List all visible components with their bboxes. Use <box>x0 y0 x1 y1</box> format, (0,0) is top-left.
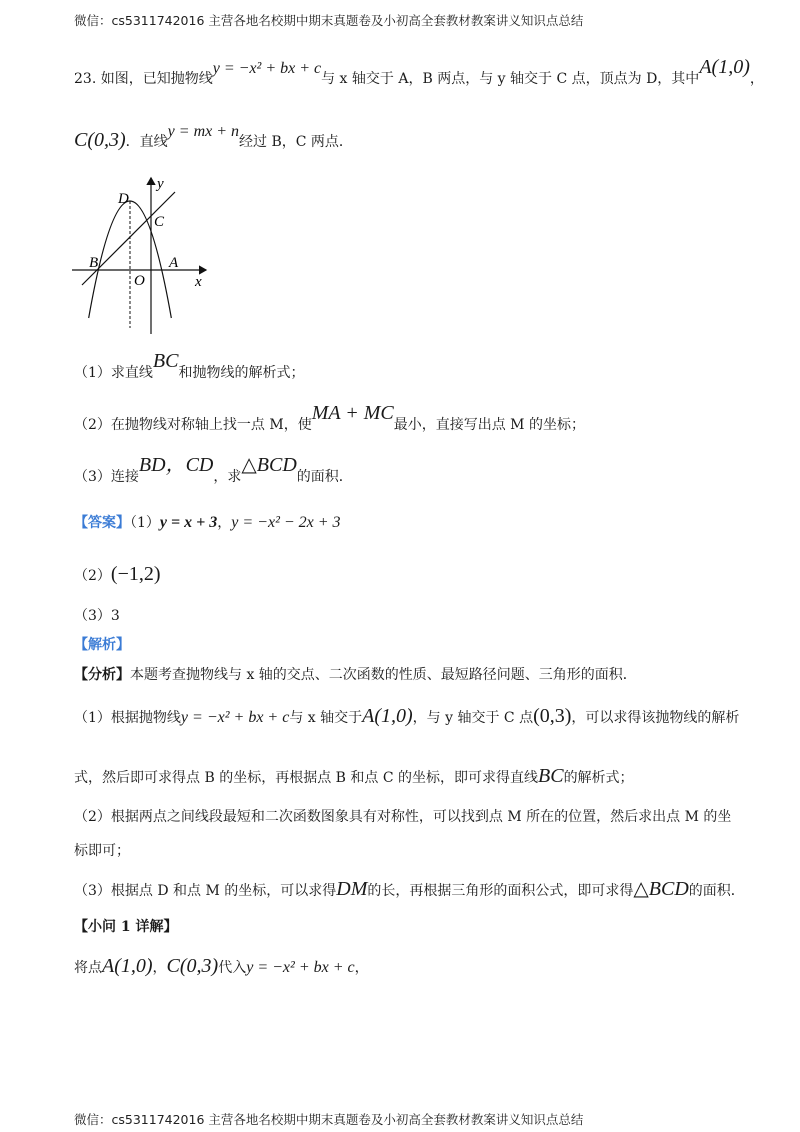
question-text: ．直线 <box>125 134 168 150</box>
part-2-suffix: 最小，直接写出点 M 的坐标； <box>393 417 585 433</box>
label-o: O <box>134 273 145 289</box>
label-x: x <box>195 274 202 290</box>
punct: ， <box>354 960 369 976</box>
answer-line-eq: y = x + 3 <box>159 514 218 531</box>
part-3-suffix: 的面积． <box>296 469 353 485</box>
text: 式，然后即可求得点 B 的坐标，再根据点 B 和点 C 的坐标，即可求得直线 <box>74 770 538 786</box>
text: 的解析式； <box>563 770 634 786</box>
text: （3）根据点 D 和点 M 的坐标，可以求得 <box>74 883 337 899</box>
analysis-tag: 【解析】 <box>74 637 130 653</box>
question-number: 23. 如图，已知抛物线 <box>74 71 213 87</box>
text: 的面积． <box>688 883 745 899</box>
punct: ， <box>152 960 167 976</box>
part-3-prefix: （3）连接 <box>74 469 139 485</box>
label-a: A <box>169 255 179 271</box>
label-b: B <box>89 255 99 271</box>
text: 与 x 轴交于 <box>289 710 363 726</box>
label-y: y <box>157 176 164 192</box>
part-1-prefix: （1）求直线 <box>74 365 153 381</box>
page-footer-watermark: 微信：cs5311742016 主营各地名校期中期末真题卷及小初高全套教材教案讲义知识点总结 <box>74 1112 584 1127</box>
analysis-step-2a <box>74 807 740 827</box>
label-d: D <box>118 191 129 207</box>
analysis-tag-line <box>74 635 740 655</box>
line-bc-label: BC <box>538 765 564 787</box>
parabola-figure <box>68 172 218 337</box>
point-a: A(1,0) <box>102 955 153 977</box>
answer-line-2 <box>74 564 740 586</box>
part-3 <box>74 454 740 487</box>
analysis-step-1a <box>74 706 740 728</box>
part-1-suffix: 和抛物线的解析式； <box>178 365 305 381</box>
point-c: C(0,3) <box>74 129 126 151</box>
punct: ， <box>749 71 764 87</box>
point-c-coords: (0,3) <box>533 705 572 727</box>
parabola-equation: y = −x² + bx + c <box>246 959 355 976</box>
answer-parabola-eq: y = −x² − 2x + 3 <box>231 514 341 531</box>
segment-dm: DM <box>336 878 368 900</box>
part-3-mid: ，求 <box>213 469 242 485</box>
punct: ， <box>217 515 232 531</box>
answer-2-prefix: （2） <box>74 568 111 584</box>
answer-3: （3）3 <box>74 608 120 624</box>
parabola-equation: y = −x² + bx + c <box>212 60 322 77</box>
fenxi-line <box>74 665 740 685</box>
analysis-step-1b <box>74 766 740 788</box>
text: 标即可； <box>74 843 130 859</box>
part-3-math: BD，CD <box>138 454 214 476</box>
point-c: C(0,3) <box>166 955 219 977</box>
text: 将点 <box>74 960 102 976</box>
analysis-step-3 <box>74 878 745 901</box>
page-header-watermark: 微信：cs5311742016 主营各地名校期中期末真题卷及小初高全套教材教案讲义知识点总结 <box>74 13 584 28</box>
answer-point-m: (−1,2) <box>110 563 161 585</box>
fenxi-tag: 【分析】 <box>74 667 130 683</box>
text: ，与 y 轴交于 C 点 <box>412 710 534 726</box>
part-2 <box>74 402 740 435</box>
detail-tag: 【小问 1 详解】 <box>74 919 178 935</box>
question-text: 与 x 轴交于 A，B 两点，与 y 轴交于 C 点，顶点为 D，其中 <box>321 71 700 87</box>
parabola-equation: y = −x² + bx + c <box>180 709 290 726</box>
text: （2）根据两点之间线段最短和二次函数图象具有对称性，可以找到点 M 所在的位置，然后求出点 M 的坐 <box>74 809 732 825</box>
fenxi-text: 本题考查抛物线与 x 轴的交点、二次函数的性质、最短路径问题、三角形的面积． <box>130 667 637 683</box>
point-a: A(1,0) <box>699 56 750 78</box>
text: 代入 <box>218 960 247 976</box>
answer-tag: 【答案】 <box>74 515 130 531</box>
analysis-step-2b <box>74 841 740 861</box>
triangle-bcd: △BCD <box>633 878 689 900</box>
part-1 <box>74 350 740 383</box>
part-2-math: MA + MC <box>311 402 394 424</box>
answer-line-3 <box>74 606 740 626</box>
answer-line-1 <box>74 513 740 533</box>
text: ，可以求得该抛物线的解析 <box>571 710 740 726</box>
answer-1-prefix: （1） <box>130 515 160 531</box>
detail-tag-line <box>74 917 740 937</box>
part-2-prefix: （2）在抛物线对称轴上找一点 M，使 <box>74 417 312 433</box>
question-text: 经过 B，C 两点． <box>239 134 353 150</box>
question-line-1 <box>74 56 764 89</box>
text: （1）根据抛物线 <box>74 710 181 726</box>
label-c: C <box>154 214 165 230</box>
detail-line-1 <box>74 956 740 978</box>
question-line-2 <box>74 123 740 152</box>
line-equation: y = mx + n <box>167 123 240 140</box>
text: 的长，再根据三角形的面积公式，即可求得 <box>367 883 634 899</box>
part-1-math: BC <box>152 350 179 372</box>
part-3-triangle: △BCD <box>241 454 297 476</box>
point-a: A(1,0) <box>362 705 413 727</box>
